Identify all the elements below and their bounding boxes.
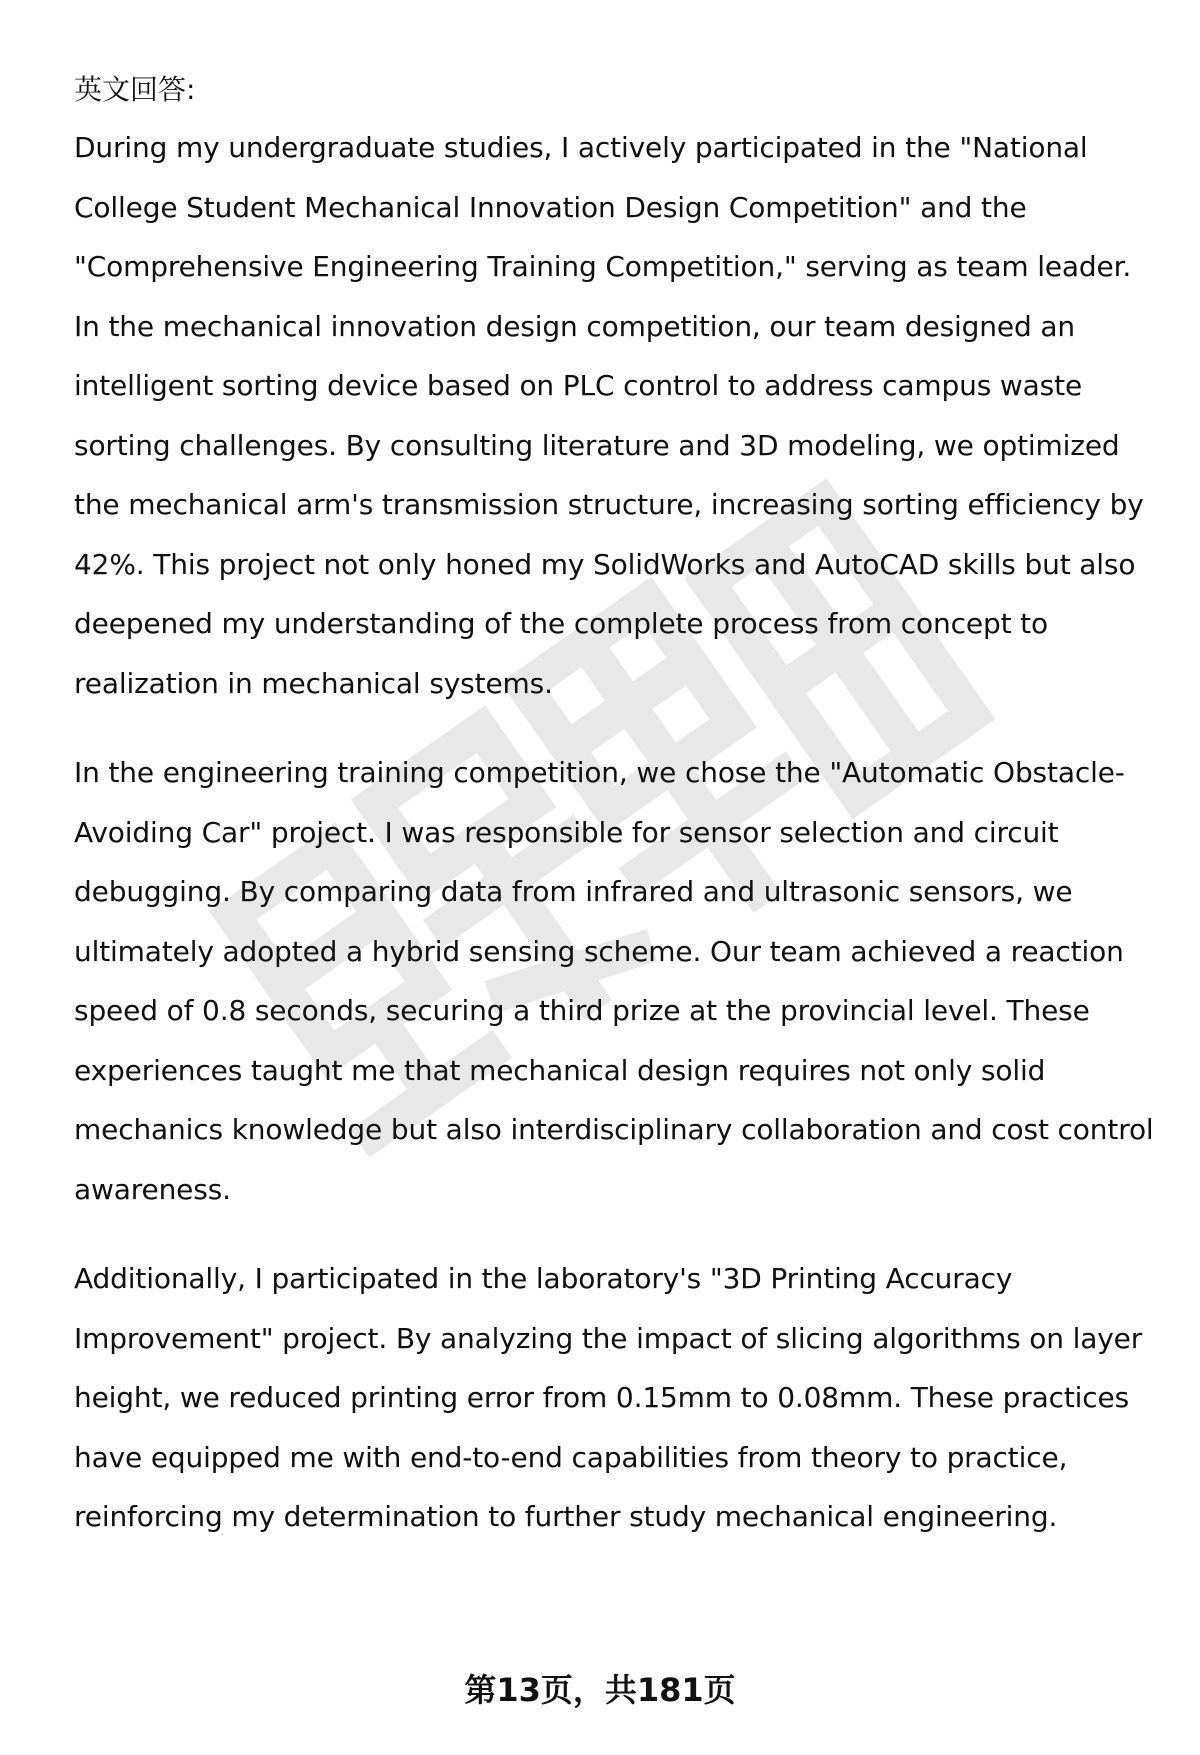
paragraph-3d-printing: Additionally, I participated in the laboratory's "3D Printing Accuracy Improvement" project. By analyzing the impact of slicing algorithms on layer height, we reduced printing error from 0.15mm to 0.08mm. These practices have equipped me with end-to-end capabilities from theory to practice, reinforcing my determination to further study mechanical engineering. — [74, 1262, 1143, 1533]
answer-heading: 英文回答: — [74, 73, 196, 106]
page-number: 第13页，共181页 — [464, 1671, 736, 1709]
paragraph-competitions: During my undergraduate studies, I actively participated in the "National College Student Mechanical Innovation Design Competition" and the "Comprehensive Engineering Training Competition," serving as team leader. In the mechanical innovation design competition, our team designed an intelligent sorting device based on PLC control to address campus waste sorting challenges. By consulting literature and 3D modeling, we optimized the mechanical arm's transmission structure, increasing sorting efficiency by 42%. This project not only honed my SolidWorks and AutoCAD skills but also deepened my understanding of the complete process from concept to realization in mechanical systems. — [74, 131, 1144, 700]
paragraph-engineering-training: In the engineering training competition, we chose the "Automatic Obstacle-Avoiding Car" project. I was responsible for sensor selection and circuit debugging. By comparing data from infrared and ultrasonic sensors, we ultimately adopted a hybrid sensing scheme. Our team achieved a reaction speed of 0.8 seconds, securing a third prize at the provincial level. These experiences taught me that mechanical design requires not only solid mechanics knowledge but also interdisciplinary collaboration and cost control awareness. — [74, 756, 1154, 1206]
document-body — [74, 62, 1164, 1577]
